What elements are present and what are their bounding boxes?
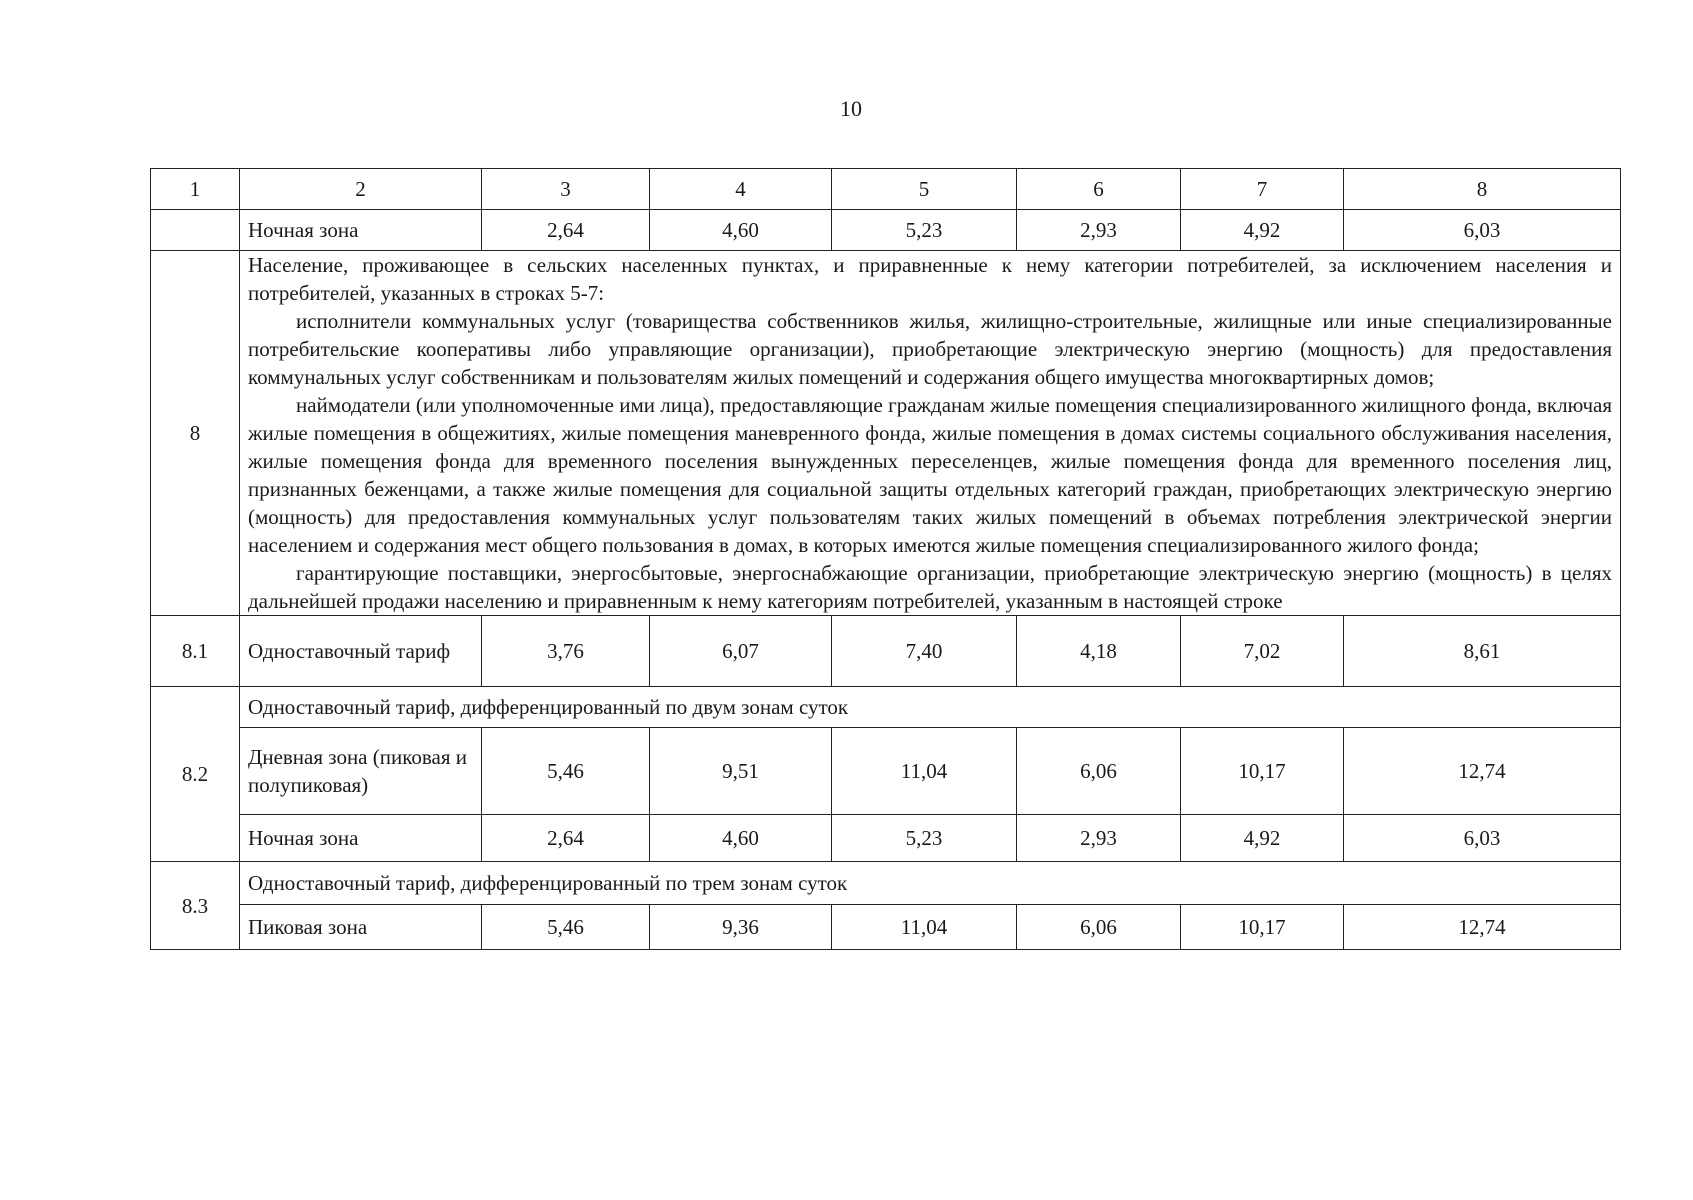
tariff-value: 11,04 (832, 905, 1017, 950)
column-number-8: 8 (1344, 169, 1621, 210)
tariff-value: 6,07 (650, 616, 832, 687)
row-label: Пиковая зона (240, 905, 482, 950)
row-label: Ночная зона (240, 815, 482, 862)
table-row-8-1 (151, 616, 1621, 687)
row-number: 8 (151, 251, 240, 616)
tariff-value: 4,60 (650, 815, 832, 862)
column-number-6: 6 (1017, 169, 1181, 210)
category-description (240, 251, 1621, 616)
tariff-value: 4,18 (1017, 616, 1181, 687)
table-row-8-2-night (151, 815, 1621, 862)
tariff-value: 5,23 (832, 210, 1017, 251)
paragraph-landlords: наймодатели (или уполномоченные ими лица), предоставляющие гражданам жилые помещения специализированного жилищного фонда, включая жилые помещения в общежитиях, жилые помещения маневренного фонда, жилые помещения в домах системы социального обслуживания населения, жилые помещения фонда для временного поселения вынужденных переселенцев, жилые помещения фонда для временного поселения лиц, признанных беженцами, а также жилые помещения для социальной защиты отдельных категорий граждан, приобретающих электрическую энергию (мощность) для предоставления коммунальных услуг пользователям таких жилых помещений в объемах потребления электрической энергии населением и содержания мест общего пользования в домах, в которых имеются жилые помещения специализированного жилого фонда; (248, 393, 1612, 557)
tariff-value: 6,03 (1344, 210, 1621, 251)
tariff-value: 12,74 (1344, 728, 1621, 815)
tariff-value: 9,51 (650, 728, 832, 815)
tariff-value: 11,04 (832, 728, 1017, 815)
table-row-8-3-peak (151, 905, 1621, 950)
tariff-value: 10,17 (1181, 905, 1344, 950)
tariff-value: 10,17 (1181, 728, 1344, 815)
tariff-value: 7,02 (1181, 616, 1344, 687)
row-label: Одноставочный тариф (240, 616, 482, 687)
tariff-value: 2,93 (1017, 210, 1181, 251)
page-number: 10 (840, 96, 862, 121)
row-number: 8.1 (151, 616, 240, 687)
paragraph-population: Население, проживающее в сельских населенных пунктах, и приравненные к нему категории потребителей, за исключением населения и потребителей, указанных в строках 5-7: (248, 253, 1612, 305)
row-number-cell (151, 210, 240, 251)
tariff-value: 7,40 (832, 616, 1017, 687)
tariff-value: 5,23 (832, 815, 1017, 862)
column-number-7: 7 (1181, 169, 1344, 210)
section-title: Одноставочный тариф, дифференцированный по трем зонам суток (240, 862, 1621, 905)
table-row-night-zone-top (151, 210, 1621, 251)
table-row-8-3-title (151, 862, 1621, 905)
paragraph-utility-providers: исполнители коммунальных услуг (товарищества собственников жилья, жилищно-строительные, жилищные или иные специализированные потребительские кооперативы либо управляющие организации), приобретающие электрическую энергию (мощность) для предоставления коммунальных услуг собственникам и пользователям жилых помещений и содержания общего имущества многоквартирных домов; (248, 309, 1612, 389)
tariff-value: 6,06 (1017, 728, 1181, 815)
tariff-value: 2,93 (1017, 815, 1181, 862)
tariff-value: 8,61 (1344, 616, 1621, 687)
tariff-value: 2,64 (482, 210, 650, 251)
section-title: Одноставочный тариф, дифференцированный по двум зонам суток (240, 687, 1621, 728)
row-label: Ночная зона (240, 210, 482, 251)
tariff-value: 6,03 (1344, 815, 1621, 862)
tariff-value: 5,46 (482, 728, 650, 815)
tariff-value: 4,92 (1181, 815, 1344, 862)
tariff-value: 4,92 (1181, 210, 1344, 251)
table-row-8 (151, 251, 1621, 616)
tariff-table (150, 168, 1621, 950)
tariff-value: 3,76 (482, 616, 650, 687)
column-number-4: 4 (650, 169, 832, 210)
tariff-value: 12,74 (1344, 905, 1621, 950)
column-number-2: 2 (240, 169, 482, 210)
tariff-value: 9,36 (650, 905, 832, 950)
table-row-8-2-title (151, 687, 1621, 728)
paragraph-suppliers: гарантирующие поставщики, энергосбытовые, энергоснабжающие организации, приобретающие электрическую энергию (мощность) в целях дальнейшей продажи населению и приравненным к нему категориям потребителей, указанным в настоящей строке (248, 561, 1612, 613)
row-number: 8.2 (151, 687, 240, 862)
column-number-3: 3 (482, 169, 650, 210)
tariff-value: 4,60 (650, 210, 832, 251)
table-row-8-2-day (151, 728, 1621, 815)
column-number-5: 5 (832, 169, 1017, 210)
table-header-row (151, 169, 1621, 210)
column-number-1: 1 (151, 169, 240, 210)
tariff-value: 2,64 (482, 815, 650, 862)
row-label: Дневная зона (пиковая и полупиковая) (240, 728, 482, 815)
tariff-value: 6,06 (1017, 905, 1181, 950)
row-number: 8.3 (151, 862, 240, 950)
tariff-value: 5,46 (482, 905, 650, 950)
